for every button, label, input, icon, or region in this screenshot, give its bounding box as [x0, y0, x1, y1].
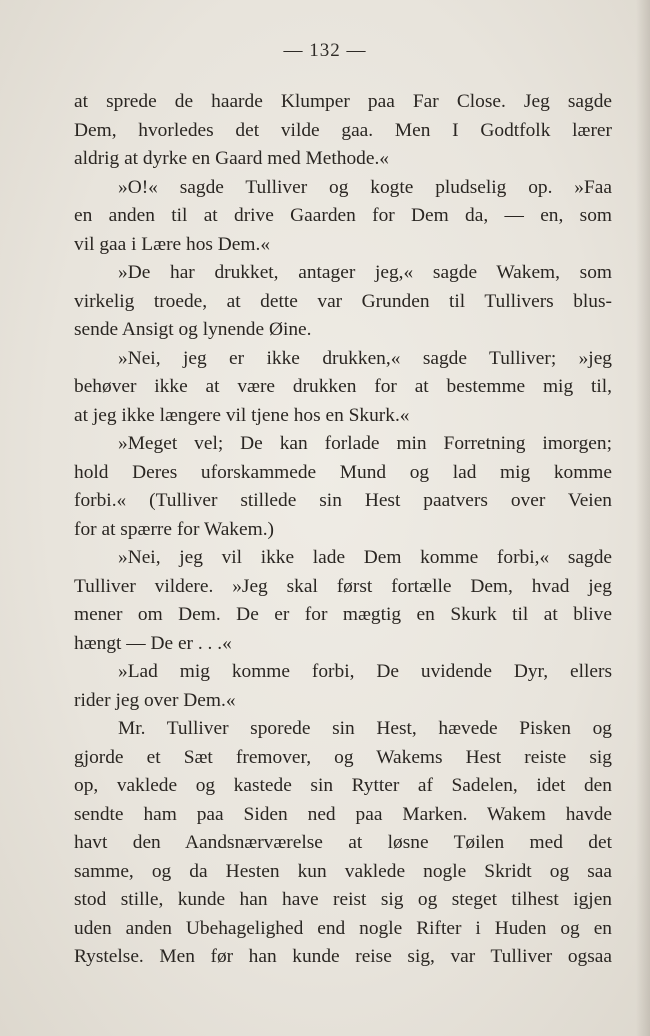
text-line: aldrig at dyrke en Gaard med Methode.«	[74, 148, 389, 169]
text-line: vil gaa i Lære hos Dem.«	[74, 233, 271, 255]
text-line: at sprede de haarde Klumper paa Far Close. Jeg sagde	[74, 91, 612, 112]
text-line: op, vaklede og kastede sin Rytter af Sadelen, idet den	[74, 775, 612, 796]
text-line: Mr. Tulliver sporede sin Hest, hævede Pisken og	[118, 718, 612, 739]
text-line: rider jeg over Dem.«	[74, 689, 236, 711]
text-line: behøver ikke at være drukken for at bestemme mig til,	[74, 376, 612, 397]
page-edge-shadow	[636, 0, 650, 1036]
text-line: sendte ham paa Siden ned paa Marken. Wakem havde	[74, 803, 612, 825]
text-line: at jeg ikke længere vil tjene hos en Skurk.«	[74, 404, 410, 426]
text-line: virkelig troede, at dette var Grunden til Tullivers blus-	[74, 290, 612, 312]
text-line: »Nei, jeg vil ikke lade Dem komme forbi,« sagde	[118, 547, 612, 568]
text-line: Dem, hvorledes det vilde gaa. Men I Godtfolk lærer	[74, 119, 612, 141]
text-line: hold Deres uforskammede Mund og lad mig komme	[74, 461, 612, 483]
text-line: sende Ansigt og lynende Øine.	[74, 319, 312, 340]
text-line: hængt — De er . . .«	[74, 632, 232, 654]
text-line: »De har drukket, antager jeg,« sagde Wakem, som	[118, 262, 612, 283]
text-line: stod stille, kunde han have reist sig og steget tilhest igjen	[74, 889, 612, 910]
body-text	[74, 88, 612, 972]
text-line: samme, og da Hesten kun vaklede nogle Skridt og saa	[74, 860, 612, 882]
text-line: for at spærre for Wakem.)	[74, 518, 274, 540]
text-line: Tulliver vildere. »Jeg skal først fortælle Dem, hvad jeg	[74, 575, 612, 597]
text-line: havt den Aandsnærværelse at løsne Tøilen med det	[74, 832, 612, 853]
text-line: »Nei, jeg er ikke drukken,« sagde Tulliver; »jeg	[118, 347, 612, 369]
text-line: mener om Dem. De er for mægtig en Skurk til at blive	[74, 604, 612, 625]
page-number: — 132 —	[283, 40, 367, 61]
text-line: en anden til at drive Gaarden for Dem da, — en, som	[74, 205, 612, 226]
text-line: forbi.« (Tulliver stillede sin Hest paatvers over Veien	[74, 490, 612, 511]
text-line: uden anden Ubehagelighed end nogle Rifter i Huden og en	[74, 917, 612, 939]
text-line: »O!« sagde Tulliver og kogte pludselig op. »Faa	[118, 176, 612, 198]
text-line: Rystelse. Men før han kunde reise sig, var Tulliver ogsaa	[74, 946, 612, 967]
text-line: »Lad mig komme forbi, De uvidende Dyr, ellers	[118, 661, 612, 682]
text-line: »Meget vel; De kan forlade min Forretning imorgen;	[118, 433, 612, 454]
text-line: gjorde et Sæt fremover, og Wakems Hest reiste sig	[74, 746, 612, 768]
